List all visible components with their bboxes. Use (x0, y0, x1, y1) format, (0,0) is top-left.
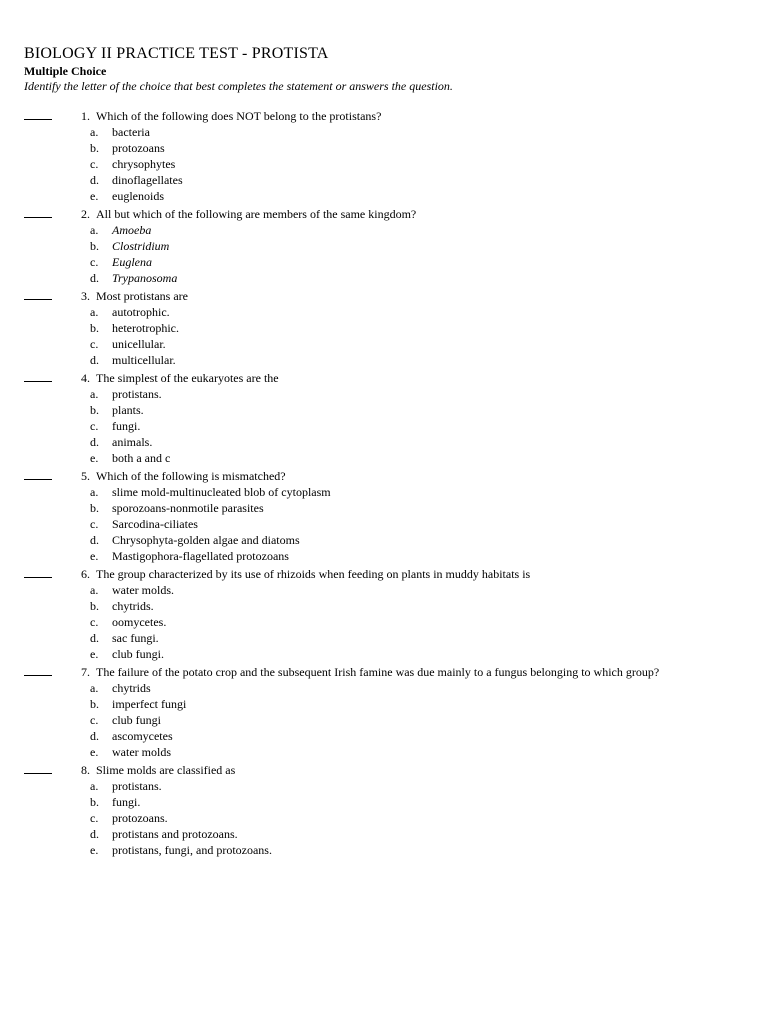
choice-item (24, 434, 768, 450)
choice-text: autotrophic. (112, 305, 170, 319)
choice-text: slime mold-multinucleated blob of cytoplasm (112, 485, 331, 499)
choice-list (24, 304, 768, 368)
choice-item (24, 222, 768, 238)
question-text: The group characterized by its use of rhizoids when feeding on plants in muddy habitats is (96, 567, 531, 581)
choice-item (24, 386, 768, 402)
choice-item (24, 500, 768, 516)
choice-text: Euglena (112, 255, 152, 269)
question-number: 8. (81, 763, 90, 777)
choice-item (24, 794, 768, 810)
choice-item (24, 418, 768, 434)
choice-item (24, 516, 768, 532)
question-list (24, 108, 768, 858)
answer-blank[interactable] (24, 468, 52, 480)
choice-text: plants. (112, 403, 144, 417)
choice-text: Clostridium (112, 239, 170, 253)
choice-letter: c. (90, 337, 99, 351)
question-row (24, 206, 768, 222)
choice-letter: a. (90, 223, 99, 237)
question-item (24, 370, 768, 466)
choice-letter: b. (90, 697, 99, 711)
answer-blank[interactable] (24, 762, 52, 774)
choice-letter: c. (90, 255, 99, 269)
choice-text: protistans. (112, 779, 162, 793)
choice-text: Sarcodina-ciliates (112, 517, 198, 531)
choice-text: sporozoans-nonmotile parasites (112, 501, 264, 515)
choice-item (24, 172, 768, 188)
choice-letter: e. (90, 647, 99, 661)
choice-text: bacteria (112, 125, 150, 139)
choice-item (24, 352, 768, 368)
question-text: Most protistans are (96, 289, 188, 303)
question-text: Which of the following does NOT belong to the protistans? (96, 109, 382, 123)
choice-text: club fungi (112, 713, 161, 727)
question-row (24, 566, 768, 582)
choice-letter: a. (90, 125, 99, 139)
question-item (24, 468, 768, 564)
choice-text: dinoflagellates (112, 173, 183, 187)
choice-text: imperfect fungi (112, 697, 187, 711)
choice-letter: e. (90, 745, 99, 759)
choice-item (24, 484, 768, 500)
choice-text: Amoeba (112, 223, 152, 237)
choice-item (24, 450, 768, 466)
choice-item (24, 320, 768, 336)
choice-item (24, 336, 768, 352)
question-text: The failure of the potato crop and the subsequent Irish famine was due mainly to a fungus belonging to which group? (96, 665, 660, 679)
answer-blank[interactable] (24, 370, 52, 382)
choice-item (24, 680, 768, 696)
choice-letter: c. (90, 811, 99, 825)
choice-letter: d. (90, 271, 99, 285)
choice-text: water molds (112, 745, 171, 759)
choice-list (24, 222, 768, 286)
choice-list (24, 582, 768, 662)
choice-item (24, 548, 768, 564)
choice-item (24, 744, 768, 760)
choice-item (24, 254, 768, 270)
choice-list (24, 680, 768, 760)
choice-item (24, 140, 768, 156)
question-number: 3. (81, 289, 90, 303)
choice-letter: e. (90, 189, 99, 203)
choice-text: chytrids. (112, 599, 154, 613)
choice-letter: d. (90, 827, 99, 841)
choice-letter: c. (90, 419, 99, 433)
question-item (24, 108, 768, 204)
question-number: 7. (81, 665, 90, 679)
question-text: All but which of the following are members of the same kingdom? (96, 207, 417, 221)
question-text: Which of the following is mismatched? (96, 469, 286, 483)
choice-item (24, 598, 768, 614)
choice-text: club fungi. (112, 647, 164, 661)
choice-text: fungi. (112, 795, 141, 809)
choice-text: multicellular. (112, 353, 176, 367)
choice-text: protistans and protozoans. (112, 827, 238, 841)
choice-letter: b. (90, 501, 99, 515)
answer-blank[interactable] (24, 288, 52, 300)
choice-letter: d. (90, 631, 99, 645)
question-number: 6. (81, 567, 90, 581)
question-number: 2. (81, 207, 90, 221)
answer-blank[interactable] (24, 664, 52, 676)
choice-item (24, 826, 768, 842)
choice-letter: a. (90, 681, 99, 695)
choice-letter: d. (90, 173, 99, 187)
choice-text: oomycetes. (112, 615, 167, 629)
choice-item (24, 238, 768, 254)
choice-item (24, 402, 768, 418)
answer-blank[interactable] (24, 108, 52, 120)
choice-item (24, 728, 768, 744)
choice-text: protistans. (112, 387, 162, 401)
page-title: BIOLOGY II PRACTICE TEST - PROTISTA (24, 45, 329, 62)
choice-item (24, 532, 768, 548)
question-item (24, 762, 768, 858)
choice-text: euglenoids (112, 189, 164, 203)
question-row (24, 370, 768, 386)
choice-letter: c. (90, 517, 99, 531)
choice-letter: a. (90, 779, 99, 793)
choice-text: animals. (112, 435, 153, 449)
choice-text: unicellular. (112, 337, 166, 351)
choice-letter: d. (90, 729, 99, 743)
choice-list (24, 124, 768, 204)
choice-item (24, 696, 768, 712)
choice-letter: a. (90, 485, 99, 499)
question-number: 5. (81, 469, 90, 483)
choice-text: protistans, fungi, and protozoans. (112, 843, 272, 857)
choice-letter: d. (90, 435, 99, 449)
choice-text: protozoans. (112, 811, 168, 825)
choice-item (24, 614, 768, 630)
question-item (24, 664, 768, 760)
section-heading: Multiple Choice (24, 64, 107, 78)
choice-item (24, 124, 768, 140)
question-row (24, 108, 768, 124)
choice-letter: e. (90, 843, 99, 857)
question-row (24, 664, 768, 680)
question-text: The simplest of the eukaryotes are the (96, 371, 279, 385)
choice-text: ascomycetes (112, 729, 173, 743)
choice-letter: b. (90, 795, 99, 809)
choice-letter: e. (90, 451, 99, 465)
choice-item (24, 582, 768, 598)
choice-letter: b. (90, 403, 99, 417)
choice-text: both a and c (112, 451, 171, 465)
question-row (24, 468, 768, 484)
choice-letter: d. (90, 533, 99, 547)
question-number: 4. (81, 371, 90, 385)
choice-text: Chrysophyta-golden algae and diatoms (112, 533, 300, 547)
choice-item (24, 712, 768, 728)
choice-item (24, 270, 768, 286)
choice-letter: b. (90, 239, 99, 253)
choice-item (24, 188, 768, 204)
choice-list (24, 484, 768, 564)
choice-text: chrysophytes (112, 157, 176, 171)
choice-list (24, 386, 768, 466)
choice-item (24, 646, 768, 662)
choice-text: protozoans (112, 141, 165, 155)
choice-letter: a. (90, 305, 99, 319)
choice-letter: e. (90, 549, 99, 563)
choice-item (24, 842, 768, 858)
choice-item (24, 778, 768, 794)
choice-item (24, 810, 768, 826)
choice-letter: b. (90, 321, 99, 335)
choice-text: heterotrophic. (112, 321, 179, 335)
choice-text: Trypanosoma (112, 271, 178, 285)
answer-blank[interactable] (24, 206, 52, 218)
choice-text: water molds. (112, 583, 174, 597)
choice-text: fungi. (112, 419, 141, 433)
choice-letter: c. (90, 157, 99, 171)
choice-letter: c. (90, 615, 99, 629)
choice-text: sac fungi. (112, 631, 159, 645)
choice-item (24, 630, 768, 646)
choice-letter: d. (90, 353, 99, 367)
choice-letter: a. (90, 387, 99, 401)
question-item (24, 288, 768, 368)
instructions: Identify the letter of the choice that best completes the statement or answers the question. (24, 79, 453, 93)
choice-list (24, 778, 768, 858)
answer-blank[interactable] (24, 566, 52, 578)
choice-item (24, 156, 768, 172)
question-text: Slime molds are classified as (96, 763, 236, 777)
choice-text: Mastigophora-flagellated protozoans (112, 549, 289, 563)
choice-letter: b. (90, 141, 99, 155)
question-row (24, 762, 768, 778)
choice-letter: a. (90, 583, 99, 597)
question-item (24, 566, 768, 662)
choice-item (24, 304, 768, 320)
choice-text: chytrids (112, 681, 151, 695)
question-number: 1. (81, 109, 90, 123)
question-item (24, 206, 768, 286)
choice-letter: c. (90, 713, 99, 727)
choice-letter: b. (90, 599, 99, 613)
question-row (24, 288, 768, 304)
